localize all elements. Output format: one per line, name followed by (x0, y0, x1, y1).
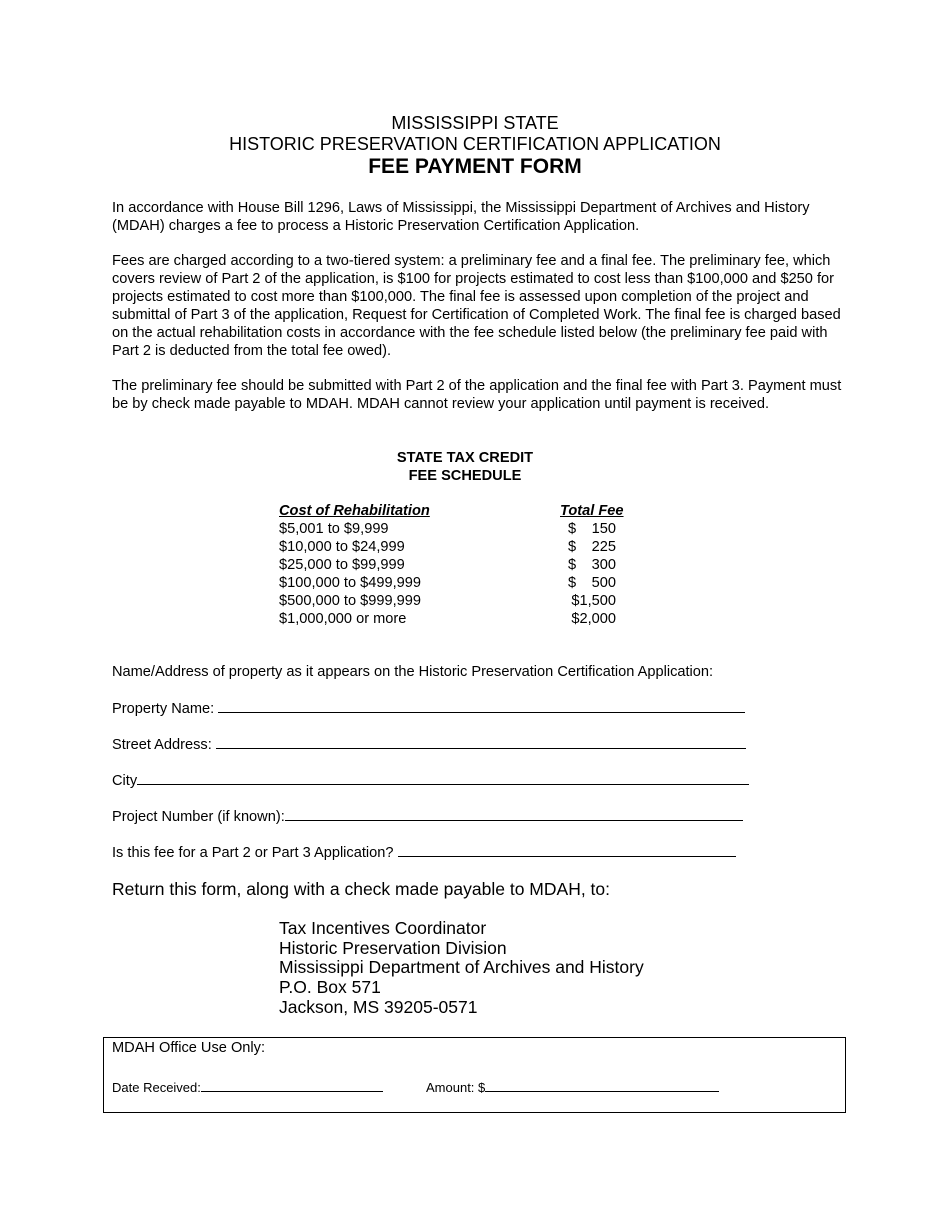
city-row (112, 771, 749, 790)
fee-amount: 225 (591, 539, 616, 555)
fee-amount: $1,500 (571, 593, 616, 609)
return-instructions: Return this form, along with a check made payable to MDAH, to: (112, 879, 611, 899)
currency-sign: $ (568, 557, 577, 573)
street-address-row (112, 735, 746, 754)
property-name-label: Property Name: (112, 701, 219, 717)
property-intro: Name/Address of property as it appears on the Historic Preservation Certification Application: (112, 664, 714, 680)
street-address-label: Street Address: (112, 737, 216, 753)
street-address-field[interactable] (216, 735, 746, 749)
project-number-field[interactable] (285, 807, 743, 821)
application-part-row (112, 843, 736, 862)
address-line: Tax Incentives Coordinator (279, 918, 487, 938)
paragraph-payment: The preliminary fee should be submitted with Part 2 of the application and the final fee with Part 3. Payment must be by check made payable to MDAH. MDAH cannot review your application until payment is received. (112, 378, 842, 412)
address-line: Jackson, MS 39205-0571 (279, 997, 478, 1017)
column-header-fee: Total Fee (560, 503, 624, 519)
schedule-title: STATE TAX CREDIT (396, 450, 534, 466)
date-received-label: Date Received: (112, 1080, 201, 1095)
column-header-cost: Cost of Rehabilitation (279, 503, 430, 519)
cost-cell: $5,001 to $9,999 (279, 521, 389, 537)
schedule-subtitle: FEE SCHEDULE (408, 468, 522, 484)
property-name-field[interactable] (218, 699, 745, 713)
date-received-field[interactable] (201, 1078, 383, 1092)
city-field[interactable] (137, 771, 749, 785)
paragraph-intro: In accordance with House Bill 1296, Laws of Mississippi, the Mississippi Department of Archives and History (MDAH) charges a fee to process a Historic Preservation Certification Application. (112, 200, 810, 234)
fee-amount: 300 (591, 557, 616, 573)
cost-cell: $100,000 to $499,999 (279, 575, 422, 591)
currency-sign: $ (568, 575, 577, 591)
fee-amount: 150 (591, 521, 616, 537)
application-part-label: Is this fee for a Part 2 or Part 3 Application? (112, 845, 398, 861)
office-use-box (103, 1037, 846, 1113)
application-part-field[interactable] (398, 843, 736, 857)
amount-label: Amount: $ (426, 1080, 486, 1095)
page-title: FEE PAYMENT FORM (368, 155, 582, 178)
project-number-label: Project Number (if known): (112, 809, 285, 825)
currency-sign: $ (568, 521, 577, 537)
fee-schedule-table (0, 502, 950, 632)
city-label: City (112, 773, 138, 789)
property-name-row (112, 699, 745, 718)
amount-row (426, 1078, 719, 1095)
cost-cell: $500,000 to $999,999 (279, 593, 422, 609)
cost-cell: $10,000 to $24,999 (279, 539, 405, 555)
fee-amount: 500 (591, 575, 616, 591)
header-application: HISTORIC PRESERVATION CERTIFICATION APPLICATION (229, 134, 721, 154)
office-use-title: MDAH Office Use Only: (112, 1040, 265, 1056)
address-line: P.O. Box 571 (279, 977, 381, 997)
paragraph-fees: Fees are charged according to a two-tiered system: a preliminary fee and a final fee. The preliminary fee, which covers review of Part 2 of the application, is $100 for projects estimated to cost less than $100,000 and $250 for projects estimated to cost more than $100,000. The final fee is assessed upon completion of the project and submittal of Part 3 of the application, Request for Certification of Completed Work. The final fee is charged based on the actual rehabilitation costs in accordance with the fee schedule listed below (the preliminary fee paid with Part 2 is deducted from the total fee owed). (112, 253, 841, 359)
fee-amount: $2,000 (571, 611, 616, 627)
project-number-row (112, 807, 743, 826)
header-state: MISSISSIPPI STATE (391, 113, 559, 133)
cost-cell: $1,000,000 or more (279, 611, 407, 627)
cost-cell: $25,000 to $99,999 (279, 557, 405, 573)
address-line: Mississippi Department of Archives and History (279, 957, 644, 977)
currency-sign: $ (568, 539, 577, 555)
date-received-row (112, 1078, 383, 1095)
amount-field[interactable] (485, 1078, 719, 1092)
address-line: Historic Preservation Division (279, 938, 507, 958)
